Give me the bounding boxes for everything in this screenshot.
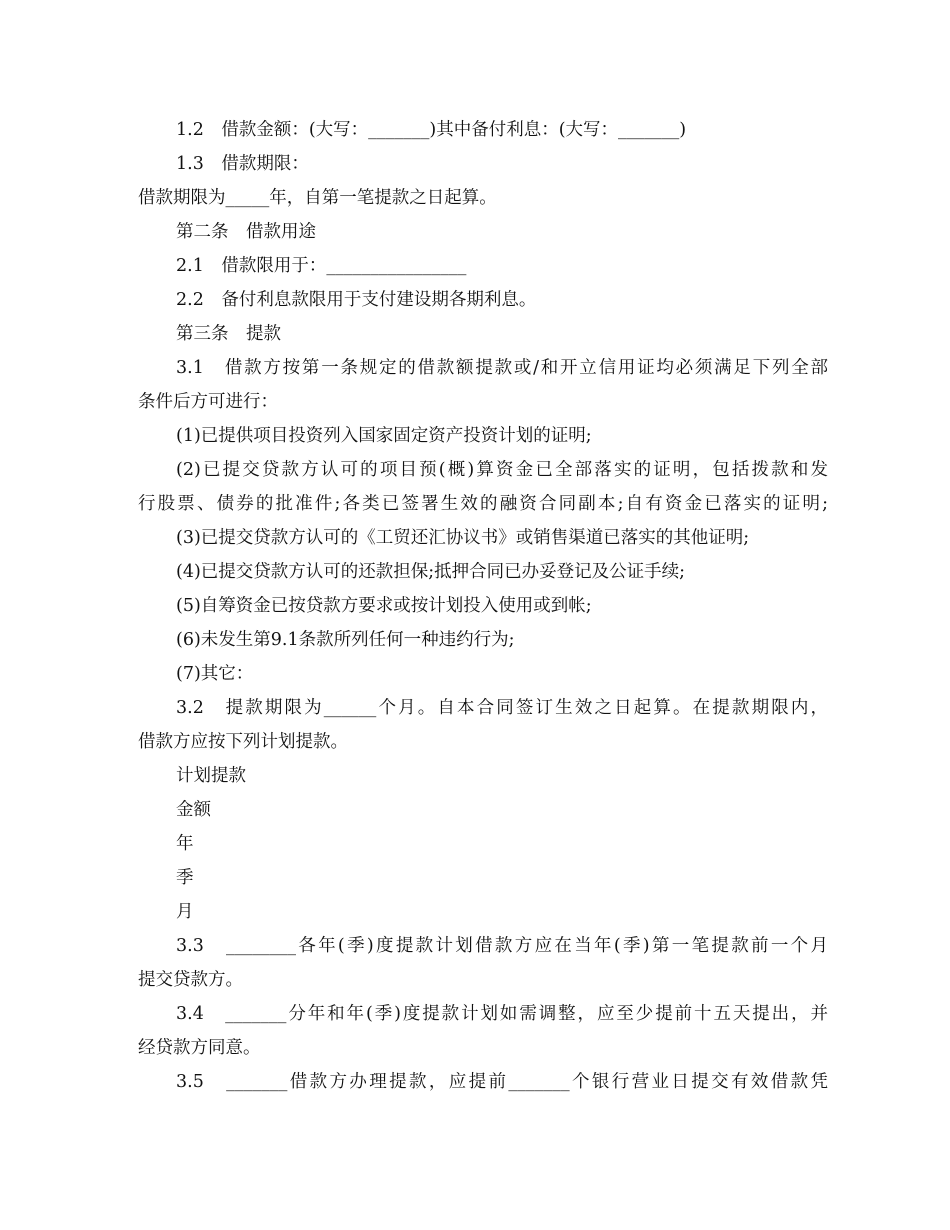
- article-3-heading: 第三条 提款: [176, 324, 281, 344]
- clause-3-1-line-2: 条件后方可进行：: [138, 392, 278, 412]
- amount-label: 金额: [176, 800, 211, 820]
- month-label: 月: [176, 902, 194, 922]
- condition-5: (5)自筹资金已按贷款方要求或按计划投入使用或到帐;: [176, 596, 592, 616]
- clause-3-1-line-1: 3.1 借款方按第一条规定的借款额提款或/和开立信用证均必须满足下列全部: [176, 358, 828, 378]
- condition-6: (6)未发生第9.1条款所列任何一种违约行为;: [176, 630, 515, 650]
- clause-3-2-line-2: 借款方应按下列计划提款。: [138, 732, 348, 752]
- condition-3: (3)已提交贷款方认可的《工贸还汇协议书》或销售渠道已落实的其他证明;: [176, 528, 750, 548]
- clause-3-4-line-1: 3.4 _______分年和年(季)度提款计划如需调整，应至少提前十五天提出，并: [176, 1004, 828, 1024]
- clause-3-3-line-2: 提交贷款方。: [138, 970, 243, 990]
- condition-7: (7)其它：: [176, 664, 254, 684]
- clause-1-2-loan-amount: 1.2 借款金额：(大写：_______)其中备付利息：(大写：_______): [176, 120, 687, 140]
- quarter-label: 季: [176, 868, 194, 888]
- clause-3-3-line-1: 3.3 ________各年(季)度提款计划借款方应在当年(季)第一笔提款前一个月: [176, 936, 828, 956]
- clause-3-4-line-2: 经贷款方同意。: [138, 1038, 261, 1058]
- plan-label: 计划提款: [176, 766, 246, 786]
- condition-2-line-2: 行股票、债券的批准件;各类已签署生效的融资合同副本;自有资金已落实的证明;: [138, 494, 828, 514]
- clause-3-2-line-1: 3.2 提款期限为______个月。自本合同签订生效之日起算。在提款期限内，: [176, 698, 828, 718]
- clause-2-2: 2.2 备付利息款限用于支付建设期各期利息。: [176, 290, 537, 310]
- clause-3-5-line-1: 3.5 _______借款方办理提款，应提前_______个银行营业日提交有效借款凭: [176, 1072, 828, 1092]
- condition-4: (4)已提交贷款方认可的还款担保;抵押合同已办妥登记及公证手续;: [176, 562, 686, 582]
- article-2-heading: 第二条 借款用途: [176, 222, 316, 242]
- condition-2-line-1: (2)已提交贷款方认可的项目预(概)算资金已全部落实的证明，包括拨款和发: [176, 460, 828, 480]
- year-label: 年: [176, 834, 194, 854]
- condition-1: (1)已提供项目投资列入国家固定资产投资计划的证明;: [176, 426, 592, 446]
- clause-2-1: 2.1 借款限用于：________________: [176, 256, 467, 276]
- loan-term-text: 借款期限为_____年，自第一笔提款之日起算。: [138, 188, 497, 208]
- clause-1-3-loan-term: 1.3 借款期限：: [176, 154, 309, 174]
